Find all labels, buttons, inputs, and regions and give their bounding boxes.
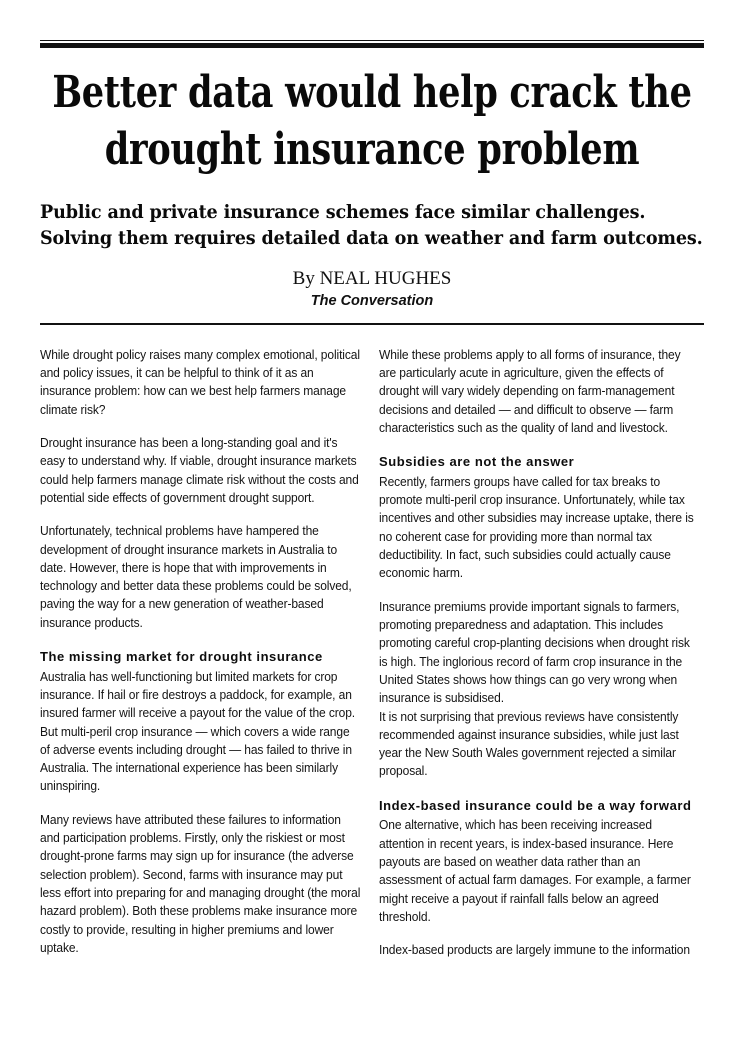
paragraph: Index-based products are largely immune to the information: [379, 943, 690, 958]
paragraph: Unfortunately, technical problems have hampered the development of drought insurance markets in Australia to date. However, there is hope that with improvements in technology and better data these problems could be solved, paving the way for a new generation of weather-based insurance products.: [40, 524, 352, 630]
paragraph: Australia has well-functioning but limited markets for crop insurance. If hail or fire destroys a paddock, for example, an insured farmer will receive a payout for the value of the crop. But multi-peril crop insurance — which covers a wide range of adverse events including drought — has failed to thrive in Australia. The international experience has been similarly uninspiring.: [40, 669, 356, 794]
byline-author: By NEAL HUGHES: [292, 268, 452, 290]
paragraph: Many reviews have attributed these failures to information and participation problems. Firstly, only the riskiest or most drought-prone farms may sign up for insurance (the adverse selection problem). Second, farms with insurance may put less effort into preparing for and managing drought (the moral hazard problem). Both these problems make insurance more costly to provide, resulting in higher premiums and lower uptake.: [40, 812, 361, 955]
masthead-rule-group: [40, 0, 704, 48]
paragraph: One alternative, which has been receiving increased attention in recent years, is index-based insurance. Here payouts are based on weather data rather than an assessment of actual farm damages. For example, a farmer might receive a payout if rainfall falls below an agreed threshold.: [379, 818, 691, 924]
paragraph: While these problems apply to all forms of insurance, they are particularly acute in agriculture, given the effects of drought will vary widely depending on farm-management decisions and detailed — and difficult to observe — farm characteristics such as the quality of land and livestock.: [379, 347, 681, 435]
masthead-rule-thick: [40, 43, 704, 48]
paragraph: Recently, farmers groups have called for tax breaks to promote multi-peril crop insurance. Unfortunately, while tax incentives and other subsidies may increase uptake, there is no coherent case for providing more than normal tax deductibility. In fact, such subsidies could actually cause economic harm.: [379, 474, 694, 581]
byline-source: The Conversation: [310, 293, 434, 310]
paragraph: Drought insurance has been a long-standing goal and it's easy to understand why. If viable, drought insurance markets could help farmers manage climate risk without the costs and potential side effects of government drought support.: [40, 435, 359, 505]
paragraph: While drought policy raises many complex emotional, political and policy issues, it can be helpful to think of it as an insurance problem: how can we best help farmers manage climate risk?: [40, 347, 360, 417]
byline-rule: [40, 323, 704, 325]
article-deck: Public and private insurance schemes face similar challenges. Solving them requires detailed data on weather and farm outcomes.: [40, 202, 703, 249]
section-subheading: Subsidies are not the answer: [379, 454, 575, 470]
paragraph: It is not surprising that previous reviews have consistently recommended against insurance subsidies, while just last year the New South Wales government rejected a similar proposal.: [379, 709, 679, 779]
section-subheading: The missing market for drought insurance: [40, 649, 323, 665]
article-headline: Better data would help crack the drought insurance problem: [52, 67, 692, 176]
left-column: [40, 346, 361, 973]
article-body-columns: [40, 346, 704, 975]
paragraph: Insurance premiums provide important signals to farmers, promoting preparedness and adaptation. This includes promoting careful crop-planting decisions when drought risk is high. The inglorious record of farm crop insurance in the United States shows how things can go very wrong when insurance is subsidised.: [379, 599, 690, 706]
right-column: [379, 346, 700, 975]
section-subheading: Index-based insurance could be a way forward: [379, 797, 692, 813]
byline: [40, 267, 704, 311]
